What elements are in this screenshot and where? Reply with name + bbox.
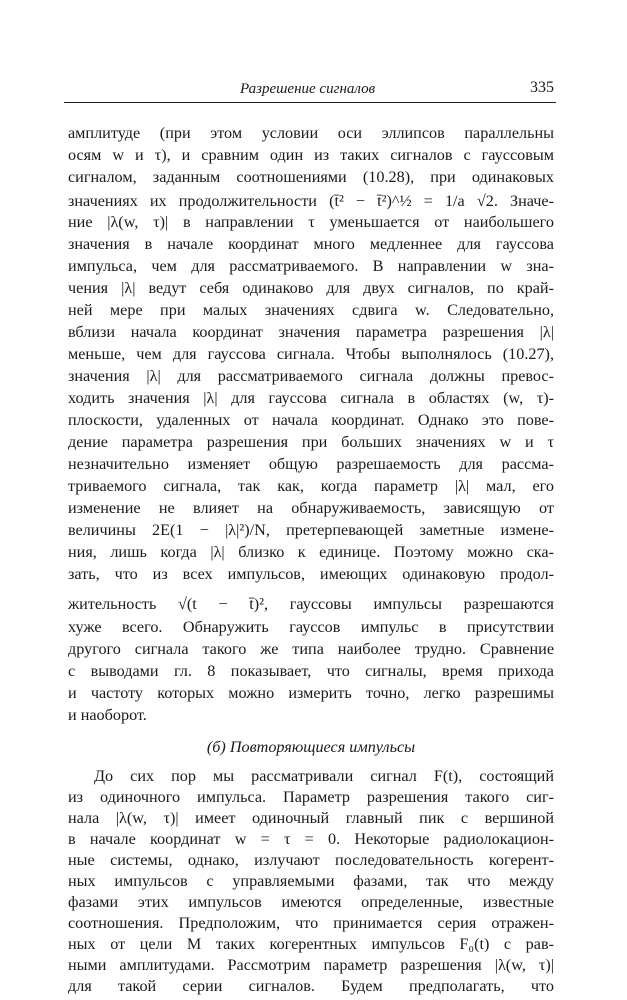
text-line: из одиночного импульса. Параметр разрешения такого сиг- [68,788,554,806]
text-line: плоскости, удаленных от начала координат. Однако это пове- [68,411,554,429]
text-line: хуже всего. Обнаружить гауссов импульс в присутствии [68,618,554,636]
text-line: значения |λ| для рассматриваемого сигнала должны превос- [68,367,554,385]
section-subheading: (б) Повторяющиеся импульсы [206,738,416,756]
running-title: Разрешение сигналов [240,81,376,97]
text-line: изменение не влияет на обнаруживаемость, зависящую от [68,499,554,517]
text-line: с выводами гл. 8 показывает, что сигналы, время прихода [68,662,554,680]
text-line: зать, что из всех импульсов, имеющих одинаковую продол- [68,565,554,583]
text-line: ния, лишь когда |λ| близко к единице. Поэтому можно ска- [68,543,554,561]
text-line: сигналом, заданным соотношениями (10.28), при одинаковых [68,168,554,186]
text-line: фазами этих импульсов имеются определенные, известные [68,893,554,911]
text-line: жительность √(t − t̄)², гауссовы импульсы разрешаются [68,595,554,613]
text-line: и частоту которых можно измерить точно, легко разрешимы [68,684,554,702]
text-line: значениях их продолжительности (t̄² − t̄²)^½ = 1/a √2. Значе- [68,192,554,210]
text-line: амплитуде (при этом условии оси эллипсов параллельны [68,124,554,142]
text-line: вблизи начала координат значения параметра разрешения |λ| [68,323,554,341]
text-line: дение параметра разрешения при больших значениях w и τ [68,433,554,451]
text-line: значения в начале координат много медленнее для гауссова [68,235,554,253]
text-line: нала |λ(w, τ)| имеет одиночный главный пик с вершиной [68,809,554,827]
text-line: ных от цели M таких когерентных импульсов F₀(t) с рав- [68,935,554,953]
text-line: импульса, чем для рассматриваемого. В направлении w зна- [68,257,554,275]
text-line: соотношения. Предположим, что принимается серия отражен- [68,914,554,932]
text-line: ные системы, однако, излучают последовательность когерент- [68,851,554,869]
text-line: ных импульсов с управляемыми фазами, так что между [68,872,554,890]
text-line: другого сигнала такого же типа наиболее трудно. Сравнение [68,640,554,658]
text-line: триваемого сигнала, так как, когда параметр |λ| мал, его [68,477,554,495]
text-line: ней мере при малых значениях сдвига w. Следовательно, [68,301,554,319]
text-line: ходить значения |λ| для гауссова сигнала в областях (w, τ)- [68,389,554,407]
text-line: меньше, чем для гауссова сигнала. Чтобы выполнялось (10.27), [68,345,554,363]
text-line: ными амплитудами. Рассмотрим параметр разрешения |λ(w, τ)| [68,956,554,974]
page-header [64,78,556,103]
text-line: До сих пор мы рассматривали сигнал F(t), состоящий [94,767,554,785]
text-line: осям w и τ), и сравним один из таких сигналов с гауссовым [68,146,554,164]
text-line: в начале координат w = τ = 0. Некоторые радиолокацион- [68,830,554,848]
page-number: 335 [530,79,554,96]
text-line: для такой серии сигналов. Будем предполагать, что [68,977,554,995]
text-line: величины 2E(1 − |λ|²)/N, претерпевающей заметные измене- [68,521,554,539]
text-line: и наоборот. [68,706,147,724]
text-line: ние |λ(w, τ)| в направлении τ уменьшается от наибольшего [68,213,554,231]
text-line: незначительно изменяет общую разрешаемость для рассма- [68,455,554,473]
text-line: чения |λ| ведут себя одинаково для двух сигналов, по край- [68,279,554,297]
